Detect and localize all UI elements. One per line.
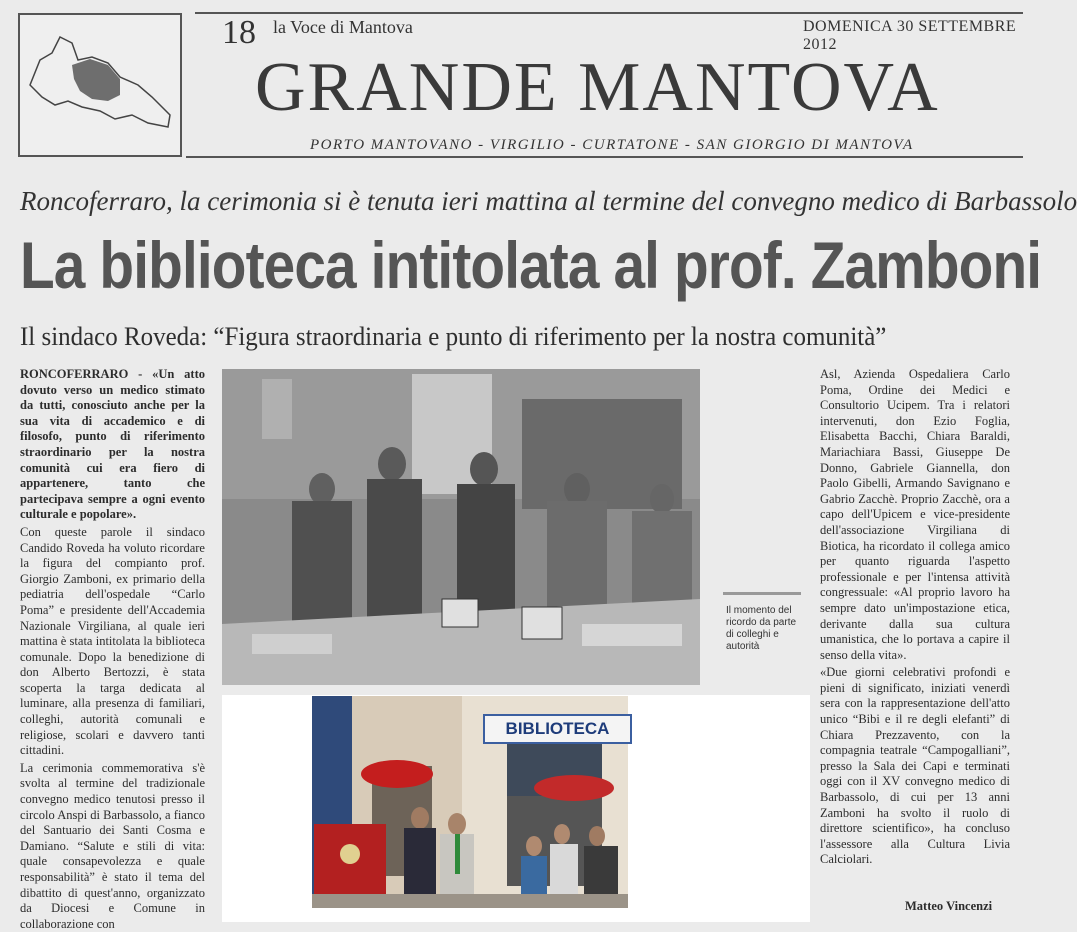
article-paragraph: «Due giorni celebrativi profondi e pieni di significato, iniziati venerdì sera con la rappresentazione dell'atto unico “Bibi e il re degli elefanti” di Chiara Prezzavento, con la compagnia teatrale “Campogalliani”, presso la Sala dei Capi e terminati oggi con il XV convegno medico di Barbassolo, di cui per 13 anni Zamboni ha svolto il ruolo di direttore scientifico», ha concluso l'assessore alla Cultura Livia Calciolari. bbox=[820, 665, 1010, 867]
article-kicker: Roncoferraro, la cerimonia si è tenuta ieri mattina al termine del convegno medico di Barbassolo bbox=[20, 186, 1077, 216]
article-headline: La biblioteca intitolata al prof. Zamboni bbox=[20, 228, 1042, 302]
article-intro: RONCOFERRARO - «Un atto dovuto verso un medico stimato da tutti, conosciuto anche per la sua vita di accademico e di filosofo, punto di riferimento straordinario per la nostra comunità cui era fiero di appartenere, tanto che partecipava sempre a ogni evento culturale e popolare». bbox=[20, 367, 205, 522]
article-paragraph: Asl, Azienda Ospedaliera Carlo Poma, Ordine dei Medici e Consultorio Ucipem. Tra i relatori intervenuti, don Ezio Foglia, Elisabetta Bacchi, Chiara Baraldi, Mariachiara Bassi, Giuseppe De Donno, Gabriele Giannella, don Paolo Gibelli, Armando Savignano e Gabrio Zacchè. Proprio Zacchè, ora a capo dell'Upicem e vice-presidente dell'associazione Virgiliana di Biotica, ha ricordato il collega amico per quanto riguarda l'aspetto professionale e per l'intensa attività congressuale: «Al proprio lavoro ha sempre dato un'impostazione etica, derivante dalla sua cultura umanistica, che lo portava a capire il senso della vita». bbox=[820, 367, 1010, 662]
caption-rule bbox=[723, 592, 801, 595]
masthead-top-rule bbox=[195, 12, 1023, 14]
article-paragraph: Con queste parole il sindaco Candido Roveda ha voluto ricordare la figura del compianto prof. Giorgio Zamboni, ex primario della pediatria dell'ospedale “Carlo Poma” e presidente dell'Accademia Nazionale Virgiliana, al quale ieri mattina è stata intitolata la biblioteca comunale. Dopo la benedizione di don Alberto Bertozzi, è stata scoperta la targa dedicata al luminare, alla presenza di familiari, colleghi, autorità comunali e religiose, scolari e davvero tanti cittadini. bbox=[20, 524, 205, 758]
province-map-logo bbox=[18, 13, 182, 157]
photo-caption: Il momento del ricordo da parte di colleghi e autorità bbox=[726, 605, 797, 652]
newspaper-name: la Voce di Mantova bbox=[273, 17, 413, 37]
library-sign bbox=[483, 714, 632, 744]
ceremony-photo bbox=[222, 369, 700, 685]
masthead-bottom-rule bbox=[186, 156, 1023, 158]
library-sign-text: BIBLIOTECA bbox=[505, 719, 610, 738]
article-paragraph: La cerimonia commemorativa s'è svolta al termine del tradizionale convegno medico tenutosi presso il circolo Anspi di Barbassolo, a fianco del Santuario dei Santi Cosma e Damiano. “Salute e stili di vita: quale consapevolezza e quale responsabilità” è stato il tema del dibattito di quest'anno, organizzato da Diocesi e Comune in collaborazione con bbox=[20, 760, 205, 931]
article-byline: Matteo Vincenzi bbox=[905, 899, 993, 913]
issue-date: DOMENICA 30 SETTEMBRE 2012 bbox=[803, 18, 1017, 53]
map-icon bbox=[20, 15, 180, 155]
page-number: 18 bbox=[222, 14, 256, 51]
section-towns: PORTO MANTOVANO - VIRGILIO - CURTATONE - SAN GIORGIO DI MANTOVA bbox=[310, 137, 914, 153]
article-left-column bbox=[20, 367, 205, 931]
section-title: GRANDE MANTOVA bbox=[255, 49, 940, 126]
article-subhead: Il sindaco Roveda: “Figura straordinaria e punto di riferimento per la nostra comunità” bbox=[20, 322, 887, 351]
ceremony-photo-image bbox=[222, 369, 700, 685]
article-right-column bbox=[820, 367, 1010, 922]
library-photo bbox=[312, 696, 628, 908]
